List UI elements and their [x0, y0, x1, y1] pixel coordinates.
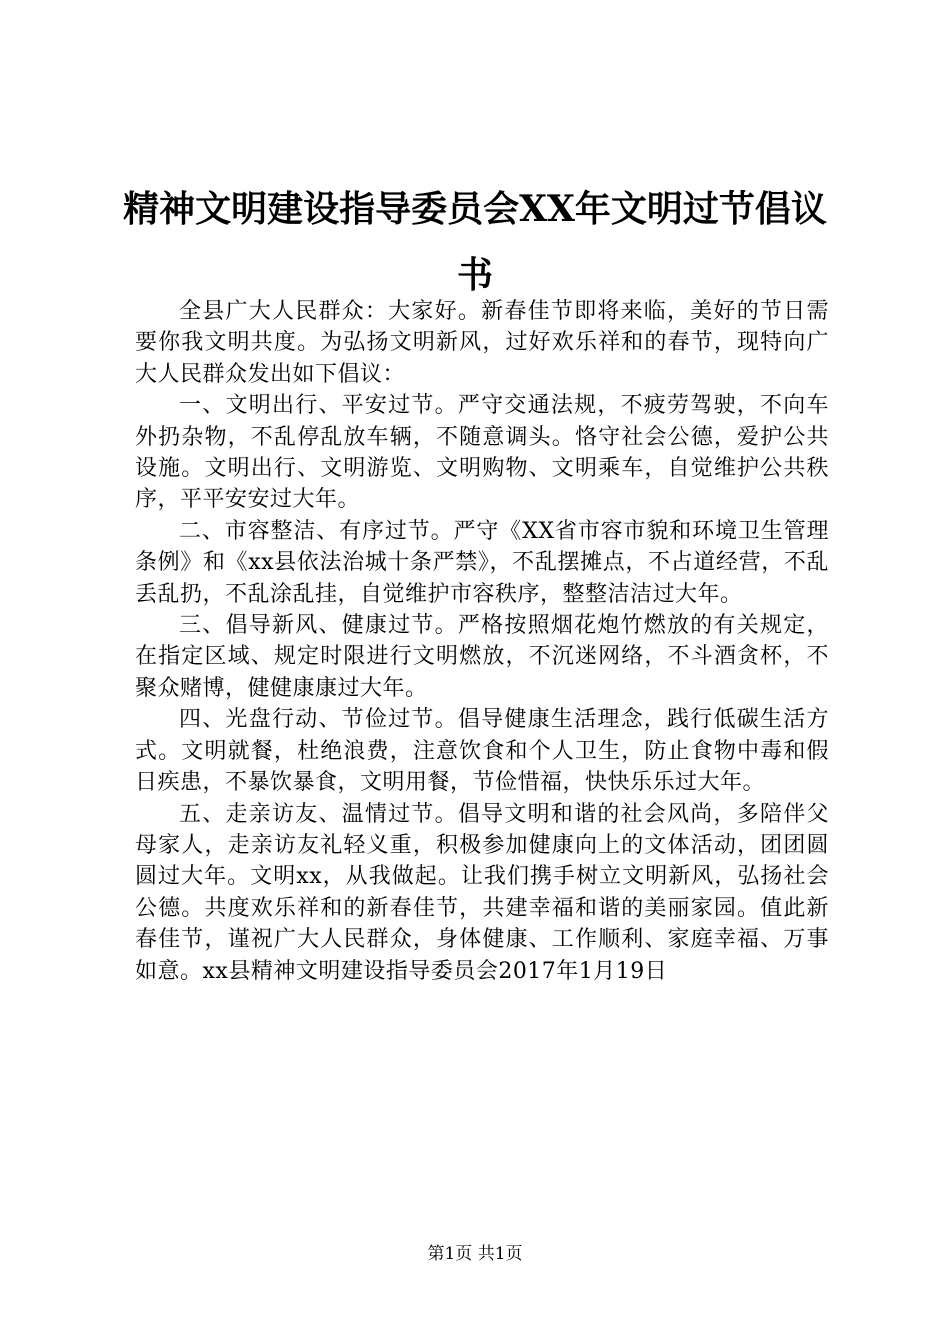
document-body	[135, 296, 829, 987]
page-number-footer: 第1页 共1页	[427, 1244, 523, 1264]
paragraph-item-4: 四、光盘行动、节俭过节。倡导健康生活理念，践行低碳生活方式。文明就餐，杜绝浪费，注意饮食和个人卫生，防止食物中毒和假日疾患，不暴饮暴食，文明用餐，节俭惜福，快快乐乐过大年。	[135, 707, 829, 796]
paragraph-item-3: 三、倡导新风、健康过节。严格按照烟花炮竹燃放的有关规定，在指定区域、规定时限进行文明燃放，不沉迷网络，不斗酒贪杯，不聚众赌博，健健康康过大年。	[135, 613, 829, 701]
paragraph-greeting: 全县广大人民群众：大家好。新春佳节即将来临，美好的节日需要你我文明共度。为弘扬文明新风，过好欢乐祥和的春节，现特向广大人民群众发出如下倡议：	[135, 299, 829, 387]
document-title: 精神文明建设指导委员会XX年文明过节倡议书	[123, 188, 827, 296]
paragraph-item-1: 一、文明出行、平安过节。严守交通法规，不疲劳驾驶，不向车外扔杂物，不乱停乱放车辆，不随意调头。恪守社会公德，爱护公共设施。文明出行、文明游览、文明购物、文明乘车，自觉维护公共秩序，平平安安过大年。	[135, 393, 829, 513]
paragraph-item-5: 五、走亲访友、温情过节。倡导文明和谐的社会风尚，多陪伴父母家人，走亲访友礼轻义重，积极参加健康向上的文体活动，团团圆圆过大年。文明xx，从我做起。让我们携手树立文明新风，弘扬社会公德。共度欢乐祥和的新春佳节，共建幸福和谐的美丽家园。值此新春佳节，谨祝广大人民群众，身体健康、工作顺利、家庭幸福、万事如意。xx县精神文明建设指导委员会2017年1月19日	[135, 801, 829, 984]
paragraph-item-2: 二、市容整洁、有序过节。严守《XX省市容市貌和环境卫生管理条例》和《xx县依法治城十条严禁》，不乱摆摊点，不占道经营，不乱丢乱扔，不乱涂乱挂，自觉维护市容秩序，整整洁洁过大年。	[135, 518, 829, 607]
